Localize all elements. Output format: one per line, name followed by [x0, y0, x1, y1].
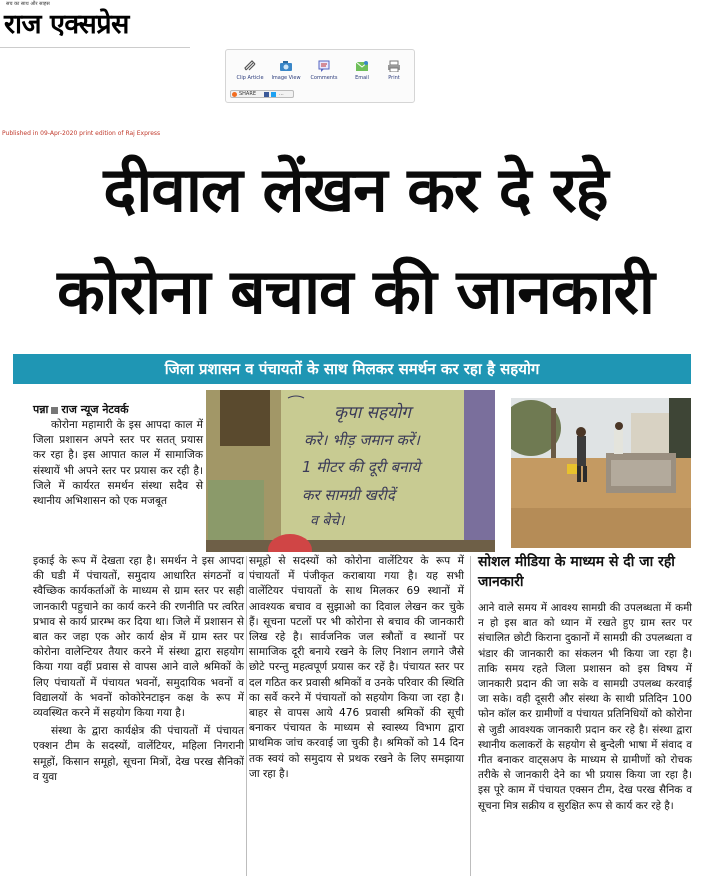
- wall-text-line-2: करे। भीड़ जमान करें।: [304, 431, 420, 449]
- article-column-2: [249, 554, 464, 782]
- published-note: Published in 09-Apr-2020 print edition of Raj Express: [2, 130, 161, 137]
- wall-text-line-5: व बेचे।: [310, 513, 345, 529]
- col1-paragraph-2: संस्था के द्वारा कार्यक्षेत्र की पंचायतों में पंचायत एक्शन टीम के सदस्यों, वालेंटियर, महिला निगरानी समूहों, किसान समूहो, सूचना मित्रों, देख परख सैनिकों व युवा: [33, 725, 244, 783]
- comments-label: Comments: [310, 75, 338, 81]
- image-view-label: Image View: [271, 75, 301, 81]
- clip-article-button[interactable]: [232, 60, 268, 81]
- share-more[interactable]: ...: [279, 91, 284, 97]
- column-rule-2: [470, 556, 471, 876]
- comments-button[interactable]: [306, 60, 342, 81]
- byline-separator: [51, 407, 58, 414]
- article-column-1-bottom: [33, 554, 244, 785]
- twitter-icon[interactable]: [271, 92, 276, 97]
- headline-line-2: कोरोना बचाव की जानकारी: [57, 255, 654, 328]
- wall-writing-illustration: [206, 390, 495, 552]
- print-button[interactable]: [376, 60, 412, 81]
- col3-text: आने वाले समय में आवश्य सामग्री की उपलब्धता में कमी न हो इस बात को ध्यान में रखते हुए ग्राम स्तर पर संचालित छोटी किराना दुकानों में सामग्री की उपलब्धता व भंडार की जानकारी का संकलन भी किया जा रहा है। ताकि समय रहते जिला प्रशासन को इस विषय में जानकारी प्रदान की जा सके व सामग्री उपलब्ध करवाई जा सके। वही दूसरी और संस्था के साथी प्रतिदिन 100 फोन कॉल कर ग्रामीणों व पंचायत प्रतिनिधियों को कोरोना से जुडी आवश्यक जानकारी प्रदान कर रहे है। संस्था द्वारा स्थानीय कलाकरों के सहयोग से बुन्देली भाषा में संवाद व गीत बनाकर वाट्सअप के माध्यम से ग्रामीणों को रोचक तरीके से जानकारी देने का भी प्रयास किया जा रहा है। इस पूरे काम में पंचायत एक्सन टीम, देख परख सैनिक व सूचना मित्र सक्रीय व सुरक्षित रूप से कार्य कर रहे है।: [478, 602, 692, 812]
- wall-text-line-3: 1 मीटर की दूरी बनाये: [302, 458, 421, 476]
- village-scene-illustration: [511, 398, 691, 548]
- column-rule-1: [246, 556, 247, 876]
- col1-bottom-text: इकाई के रूप में देखता रहा है। समर्थन ने इस आपदा की घडी में पंचायतों, समुदाय आधारित संगठनों व स्वैच्छिक कार्यकर्ताओं के माध्यम से ग्राम स्तर पर सही जानकारी पहुचाने का कार्य करने की रणनीति पर त्वरित प्रभाव से कार्य प्रारम्भ कर दिया था। जिले में प्रशासन से बात कर जहा एक ओर कार्य क्षेत्र में ग्राम स्तर पर कोरोना वालेन्टियर तैयार करने में संस्था द्वारा सहयोग किया गया वहीं प्रवास से वापस आने वाले श्रमिकों के लिए पंचायतों में पंचायत भवनों, समुदायिक भवनों व विद्यालयों के भवनों कोकोरेनटाइन कक्ष के रूप में व्यवस्थित करने में सहयोग किया गया है।: [33, 555, 244, 720]
- byline-place: पन्ना: [33, 403, 49, 416]
- clip-article-label: Clip Article: [236, 75, 264, 81]
- village-photo[interactable]: [511, 398, 691, 548]
- masthead-tagline: सच का साथ और साहस: [6, 1, 50, 7]
- col1-top-text: कोरोना महामारी के इस आपदा काल में जिला प्रशासन अपने स्तर पर सतत् प्रयास कर रहा है। इस आपात काल में सामाजिक संस्थायें भी अपने स्तर पर प्रयास कर रही है। जिले में कार्यरत समर्थन संस्था सदैव से स्थानीय अभिशासन को एक मजबूत: [33, 419, 203, 508]
- image-view-button[interactable]: [268, 60, 304, 81]
- masthead-logo: राज एक्सप्रेस: [4, 9, 129, 40]
- wall-text-line-4: कर सामग्री खरीदें: [302, 486, 395, 504]
- share-button[interactable]: [230, 90, 294, 98]
- share-icon: [232, 92, 237, 97]
- article-column-3: [478, 601, 692, 814]
- masthead-divider: [0, 47, 190, 48]
- wall-text-line-1: कृपा सहयोग: [334, 403, 411, 423]
- share-label: SHARE: [239, 91, 256, 97]
- byline-source: राज न्यूज नेटवर्क: [61, 403, 129, 416]
- byline: [33, 402, 129, 417]
- email-button[interactable]: [344, 60, 380, 81]
- sub-heading: सोशल मीडिया के माध्यम से दी जा रही जानकारी: [478, 554, 675, 590]
- wall-writing-photo[interactable]: [206, 390, 495, 552]
- clip-article-icon: [243, 60, 257, 72]
- email-icon: [355, 60, 369, 72]
- image-view-icon: [279, 60, 293, 72]
- col2-text: समूहो से सदस्यों को कोरोना वालेंटियर के रूप में पंचायतों में पंजीकृत कराबाया गया है। यह सभी वालेंटियर पंचायतों के साथ मिलकर 69 स्थानों में आवश्यक बचाव व सुझाओ का दिवाल लेखन कर चुके हैं। सूचना पटलों पर भी कोरोना से बचाव की जानकारी लिख रहे है। सार्वजनिक जल स्त्रौतों व स्थानों पर सामाजिक दूरी बनाये रखने के लिए निशान लगाने जैसे छोटे परन्तु महत्वपूर्ण प्रयास कर रहें है। पंचायत स्तर पर दल गठित कर प्रवासी श्रमिकों व उनके परिवार की स्थिति का सर्वे करने में पंचायतों को सहयोग किया जा रहा है। बाहर से वापस आये 476 प्रवासी श्रमिकों की सूची बनाकर पंचायत के माध्यम से स्वास्थ्य विभाग द्वारा प्राथमिक जांच करवाई जा चुकी है। श्रमिकों को 14 दिन तक स्वयं को समुदाय से प्रथक रखने के लिए समझाया जा रहा है।: [249, 555, 464, 780]
- article-column-1-top: [33, 418, 203, 509]
- email-label: Email: [355, 75, 369, 81]
- facebook-icon[interactable]: [264, 92, 269, 97]
- print-icon: [387, 60, 401, 72]
- headline-line-1: दीवाल लेंखन कर दे रहे: [103, 153, 608, 226]
- deck-band: [13, 354, 691, 384]
- deck-text: जिला प्रशासन व पंचायतों के साथ मिलकर समर्थन कर रहा है सहयोग: [164, 360, 540, 378]
- article-toolbox: [225, 49, 415, 103]
- comments-icon: [317, 60, 331, 72]
- print-label: Print: [388, 75, 400, 81]
